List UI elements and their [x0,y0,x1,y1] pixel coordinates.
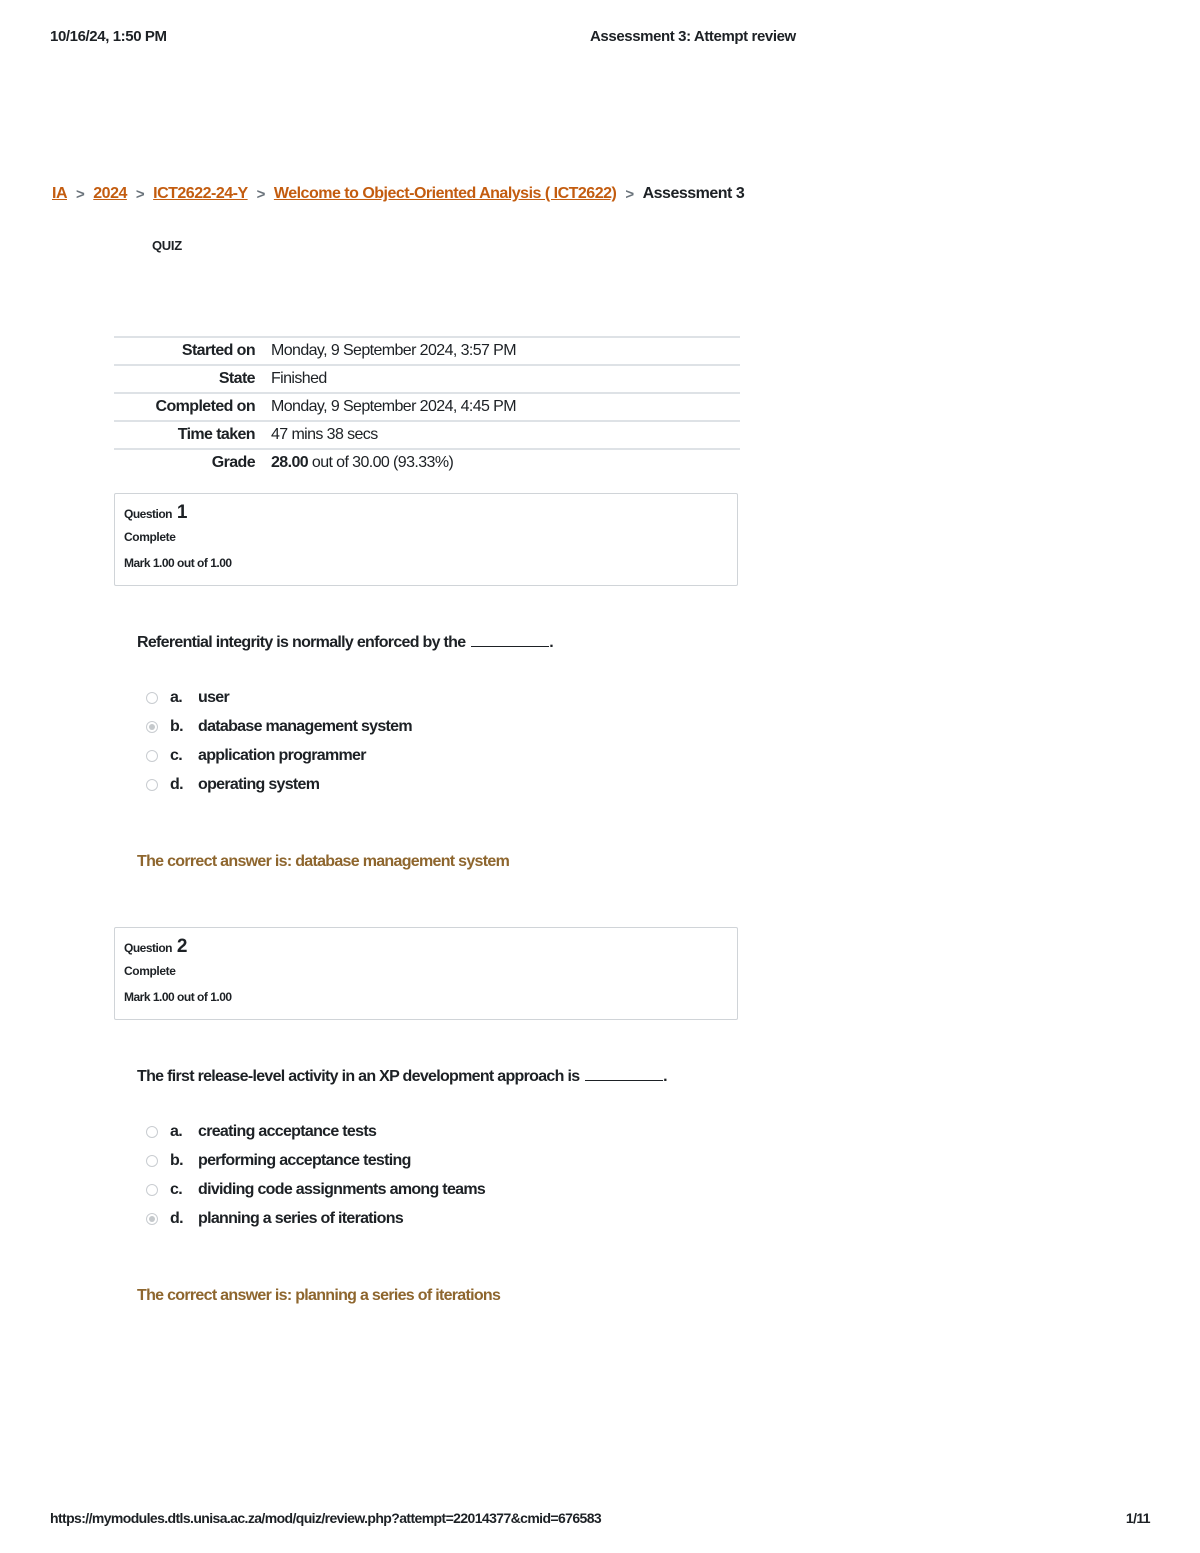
question-text [137,634,553,652]
question-number-value: 1 [176,502,187,523]
question-prefix: Question [124,941,173,955]
chevron-right-icon: > [256,185,265,203]
radio-button[interactable] [146,692,158,704]
summary-row [114,364,740,392]
question-state: Complete [124,964,176,978]
question-mark: Mark 1.00 out of 1.00 [124,556,232,570]
option-text: planning a series of iterations [198,1209,404,1227]
option-text: creating acceptance tests [198,1122,377,1140]
summary-label: Started on [181,342,255,359]
question-number [124,502,728,524]
summary-row [114,420,740,448]
summary-value: Monday, 9 September 2024, 4:45 PM [271,398,516,415]
print-document-title: Assessment 3: Attempt review [590,28,796,45]
option-letter: a. [170,1122,182,1140]
option-letter: b. [170,717,183,735]
question-text [137,1068,667,1086]
option-letter: c. [170,746,182,764]
print-url: https://mymodules.dtls.unisa.ac.za/mod/quiz/review.php?attempt=22014377&cmid=676583 [50,1510,602,1526]
breadcrumb-link-course-code[interactable]: ICT2622-24-Y [153,185,248,202]
option-letter: c. [170,1180,182,1198]
attempt-summary-table [114,336,740,476]
option-letter: a. [170,688,182,706]
answer-option[interactable] [146,683,412,712]
chevron-right-icon: > [135,185,145,203]
summary-label: Grade [211,454,255,471]
radio-button[interactable] [146,1155,158,1167]
question-number [124,936,728,958]
radio-button[interactable] [146,750,158,762]
chevron-right-icon: > [76,185,85,203]
option-letter: b. [170,1151,183,1169]
page-number: 1/11 [1125,1510,1150,1526]
question-info-box [114,927,738,1020]
option-letter: d. [170,775,183,793]
question-text-end: . [549,634,553,651]
summary-value: 47 mins 38 secs [271,426,378,443]
print-datetime: 10/16/24, 1:50 PM [50,28,167,45]
option-text: user [198,688,229,706]
summary-label: State [218,370,255,387]
answer-option[interactable] [146,1175,485,1204]
option-text: application programmer [198,746,366,764]
breadcrumb [52,185,744,203]
grade-score: 28.00 [271,454,309,471]
answer-option[interactable] [146,1117,485,1146]
summary-value: Finished [271,370,327,387]
answer-option[interactable] [146,712,412,741]
summary-value: Monday, 9 September 2024, 3:57 PM [271,342,516,359]
summary-row [114,336,740,364]
summary-label: Time taken [177,426,255,443]
question-number-value: 2 [176,936,187,957]
answer-option[interactable] [146,1204,485,1233]
summary-value [271,454,453,472]
print-header [50,28,1150,48]
option-text: performing acceptance testing [198,1151,411,1169]
question-mark: Mark 1.00 out of 1.00 [124,990,232,1004]
summary-row-grade [114,448,740,476]
breadcrumb-current: Assessment 3 [642,185,745,202]
grade-rest: out of 30.00 (93.33%) [308,454,454,471]
question-text-end: . [663,1068,667,1085]
breadcrumb-link-year[interactable]: 2024 [93,185,127,202]
breadcrumb-link-ia[interactable]: IA [52,185,67,202]
activity-type-label: QUIZ [152,238,182,253]
option-text: operating system [198,775,320,793]
question-info-box [114,493,738,586]
print-footer [50,1510,1150,1530]
radio-button[interactable] [146,779,158,791]
question-prefix: Question [124,507,173,521]
radio-button[interactable] [146,1126,158,1138]
correct-answer-feedback: The correct answer is: database management system [137,853,510,870]
chevron-right-icon: > [625,185,634,203]
option-letter: d. [170,1209,183,1227]
question-state: Complete [124,530,176,544]
answer-options [146,1117,485,1233]
breadcrumb-link-course-home[interactable]: Welcome to Object-Oriented Analysis ( ICT2622) [273,185,617,202]
radio-button-selected[interactable] [146,721,158,733]
answer-option[interactable] [146,770,412,799]
correct-answer-feedback: The correct answer is: planning a series of iterations [137,1287,501,1304]
answer-option[interactable] [146,741,412,770]
radio-button-selected[interactable] [146,1213,158,1225]
summary-row [114,392,740,420]
answer-blank [585,1079,663,1081]
answer-option[interactable] [146,1146,485,1175]
option-text: dividing code assignments among teams [198,1180,486,1198]
question-text-body: The first release-level activity in an XP development approach is [137,1068,580,1085]
answer-options [146,683,412,799]
answer-blank [471,645,549,647]
radio-button[interactable] [146,1184,158,1196]
option-text: database management system [198,717,412,735]
question-text-body: Referential integrity is normally enforced by the [137,634,466,651]
summary-label: Completed on [155,398,255,415]
